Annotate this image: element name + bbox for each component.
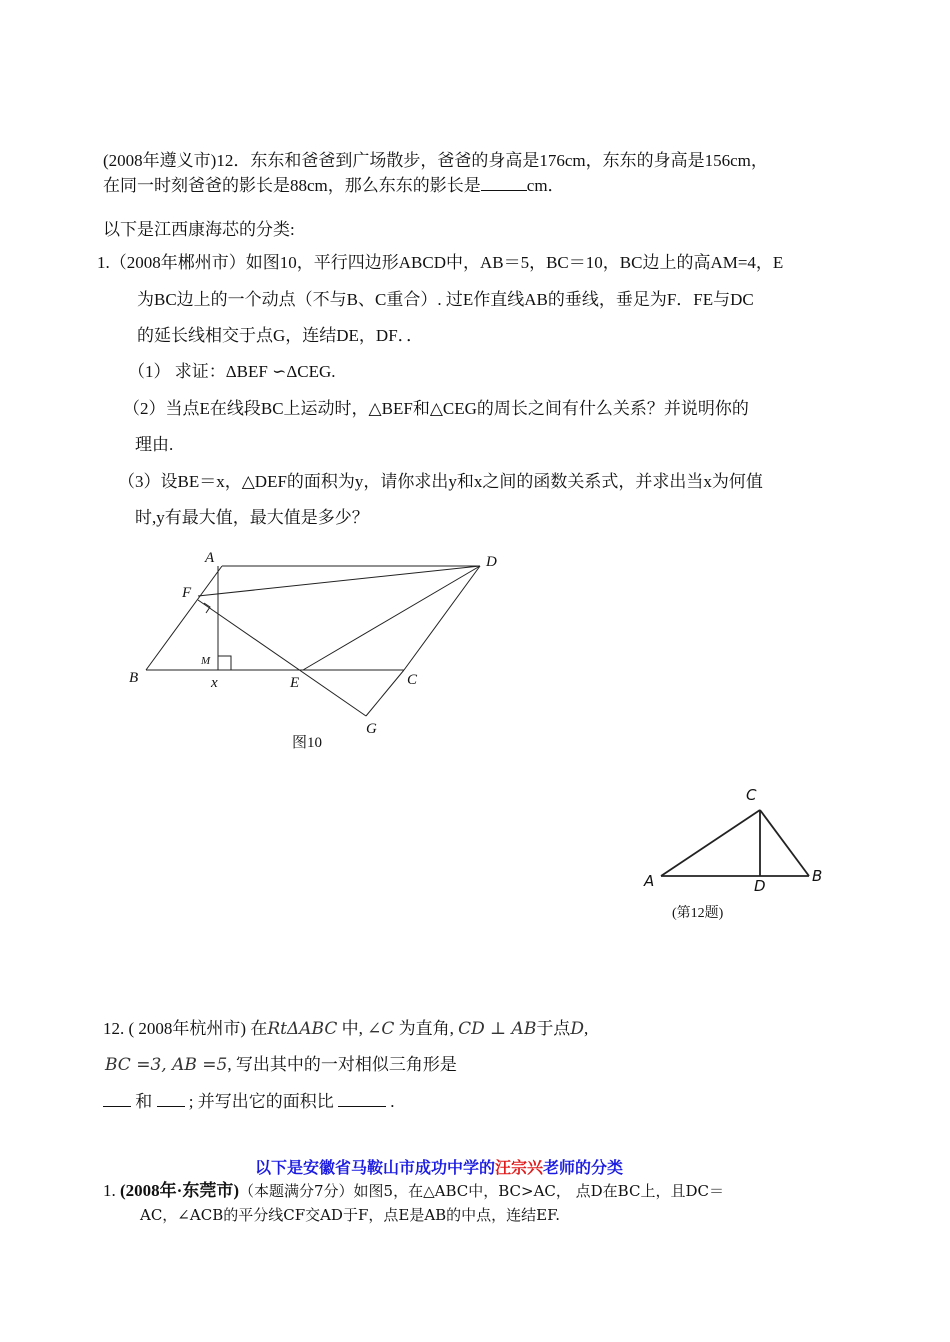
answer-blank-3 (338, 1090, 386, 1107)
section-jiangxi-heading: 以下是江西康海芯的分类: (103, 220, 295, 239)
hangzhou-text-a: 12. ( 2008年杭州市) 在 (103, 1019, 268, 1038)
hangzhou-text-c: 为直角, (394, 1019, 459, 1038)
anhui-heading-name: 汪宗兴 (495, 1158, 544, 1177)
chenzhou-part3-line2: 时,y有最大值，最大值是多少？ (135, 508, 369, 527)
anhui-heading-part1: 以下是安徽省马鞍山市成功中学的 (255, 1158, 496, 1177)
chenzhou-part2-line1: （2）当点E在线段BC上运动时，△BEF和△CEG的周长之间有什么关系？并说明你的 (123, 399, 749, 418)
fig10-label-x: x (211, 675, 218, 691)
fig12-label-B: B (812, 867, 823, 885)
section-anhui-heading (255, 1157, 623, 1179)
fig12-label-D: D (754, 877, 766, 895)
zunyi-line2-unit: cm． (526, 176, 565, 195)
zunyi-question-line1 (103, 150, 768, 172)
hangzhou-text-b: 中, (337, 1019, 368, 1038)
answer-blank (481, 174, 527, 191)
hangzhou-line3-b: ; 并写出它的面积比 (184, 1092, 338, 1111)
chenzhou-part1: （1） 求证：ΔBEF ∽ΔCEG. (128, 362, 336, 381)
fig10-label-F: F (182, 585, 192, 601)
chenzhou-question-line1: 1.（2008年郴州市）如图10，平行四边形ABCD中，AB＝5，BC＝10，BC边上的高AM=4，E (97, 253, 784, 272)
hangzhou-question-line3 (103, 1090, 394, 1113)
fig10-label-E: E (290, 675, 300, 691)
fig12-label-C: C (746, 786, 757, 804)
fig12-label-A: A (644, 872, 655, 890)
chenzhou-question-line2: 为BC边上的一个动点（不与B、C重合）. 过E作直线AB的垂线，垂足为F．FE与DC (137, 290, 754, 309)
hangzhou-question-line1 (103, 1018, 588, 1040)
dongguan-source: (2008年·东莞市) (120, 1181, 239, 1200)
hangzhou-math-perp: CD ⊥ AB (458, 1019, 537, 1039)
chenzhou-question-line3: 的延长线相交于点G，连结DE，DF．． (137, 326, 424, 345)
figure10-caption: 图10 (292, 735, 323, 751)
answer-blank-2 (157, 1090, 185, 1107)
chenzhou-part2-line2: 理由. (135, 435, 174, 454)
dongguan-question-line1 (103, 1180, 724, 1202)
figure12-caption: (第12题) (672, 906, 724, 921)
hangzhou-math-D: D (570, 1019, 584, 1039)
hangzhou-line2-text: , 写出其中的一对相似三角形是 (227, 1055, 457, 1074)
zunyi-question-line2 (103, 174, 565, 197)
hangzhou-line3-c: . (385, 1092, 395, 1111)
hangzhou-question-line2 (105, 1054, 457, 1076)
answer-blank-1 (103, 1090, 131, 1107)
hangzhou-math-angle: ∠C (367, 1019, 395, 1039)
fig10-label-D: D (486, 554, 497, 570)
fig10-label-B: B (129, 670, 139, 686)
hangzhou-text-e: , (583, 1019, 589, 1038)
dongguan-num: 1. (103, 1181, 120, 1200)
zunyi-line1-text: (2008年遵义市)12．东东和爸爸到广场散步，爸爸的身高是176cm，东东的身高是156cm， (103, 151, 768, 170)
fig10-label-C: C (407, 672, 418, 688)
chenzhou-part3-line1: （3）设BE＝x，△DEF的面积为y，请你求出y和x之间的函数关系式，并求出当x为何值 (118, 472, 763, 491)
fig10-label-A: A (205, 550, 215, 566)
hangzhou-math-triangle: RtΔABC (267, 1019, 338, 1039)
zunyi-line2-text: 在同一时刻爸爸的影长是88cm，那么东东的影长是 (103, 176, 481, 195)
dongguan-line1-text: （本题满分7分）如图5，在△ABC中，BC>AC， 点D在BC上，且DC＝ (239, 1182, 724, 1200)
fig10-label-M: M (201, 655, 211, 667)
anhui-heading-part2: 老师的分类 (543, 1158, 624, 1177)
hangzhou-math-lengths: BC =3, AB =5 (105, 1055, 228, 1075)
hangzhou-text-d: 于点 (536, 1019, 571, 1038)
hangzhou-line3-a: 和 (131, 1092, 157, 1111)
fig10-label-G: G (366, 721, 377, 737)
dongguan-question-line2: AC，∠ACB的平分线CF交AD于F，点E是AB的中点，连结EF. (140, 1206, 560, 1224)
